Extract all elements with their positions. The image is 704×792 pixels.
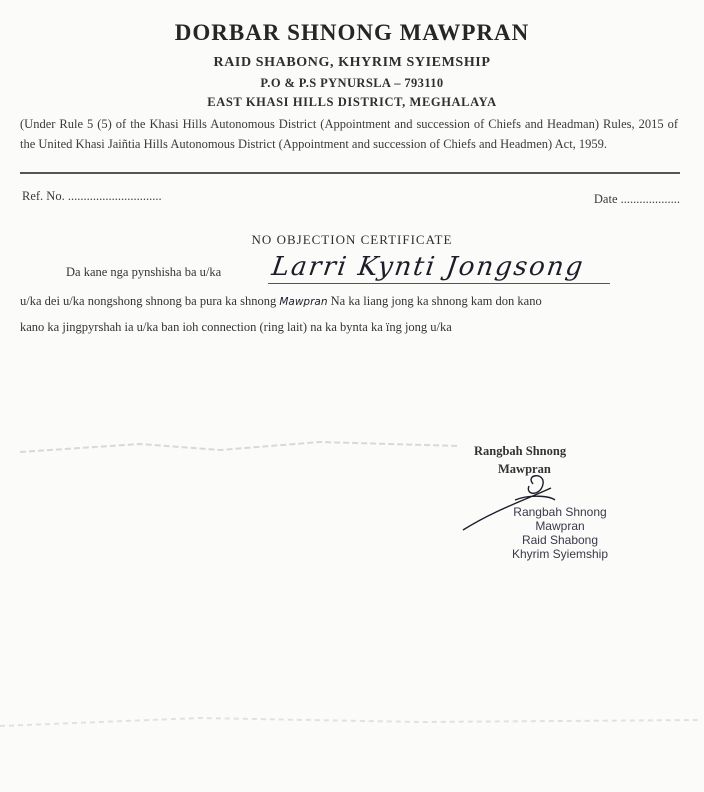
certificate-line-3: kano ka jingpyrshah ia u/ka ban ioh connection (ring lait) na ka bynta ka ïng jong u/ka [20, 320, 452, 334]
ref-no-dots: .............................. [67, 189, 162, 203]
faded-strike-marks-icon [20, 430, 480, 470]
header-line-postal: P.O & P.S PYNURSLA – 793110 [260, 76, 444, 90]
stamp-line-4: Khyrim Syiemship [511, 547, 609, 561]
faded-bottom-marks-icon [0, 700, 704, 760]
header-divider [20, 172, 680, 174]
header-line-district: EAST KHASI HILLS DISTRICT, MEGHALAYA [207, 95, 497, 109]
stamp-line-3: Raid Shabong [521, 533, 599, 547]
official-stamp [490, 505, 630, 561]
signatory-title: Rangbah Shnong [474, 444, 567, 458]
stamp-line-2: Mawpran [535, 519, 585, 533]
certificate-line-2-a: u/ka dei u/ka nongshong shnong ba pura ka shnong [20, 294, 277, 308]
council-title: DORBAR SHNONG MAWPRAN [174, 20, 530, 45]
certificate-line-2-b: Na ka liang jong ka shnong kam don kano [330, 294, 542, 308]
certificate-title: NO OBJECTION CERTIFICATE [251, 232, 453, 247]
rule-reference-note: (Under Rule 5 (5) of the Khasi Hills Autonomous District (Appointment and succession of Chiefs and Headman) Rules, 2015 of the United Khasi Jaiñtia Hills Autonomous District (Appointment and succession of Chiefs and Headmen) Act, 1959. [20, 117, 678, 151]
date-label: Date [593, 192, 618, 206]
date-field [594, 192, 680, 207]
date-dots: ................... [620, 192, 680, 206]
handwritten-place: Mawpran [279, 296, 328, 308]
ref-no-label: Ref. No. [22, 189, 65, 203]
header-line-raid: RAID SHABONG, KHYRIM SYIEMSHIP [213, 55, 491, 70]
stamp-line-1: Rangbah Shnong [513, 505, 607, 519]
handwritten-name: Larri Kynti Jongsong [269, 252, 587, 282]
certificate-line-2 [20, 294, 684, 309]
ref-no [22, 189, 162, 204]
signatory-place: Mawpran [498, 462, 551, 476]
certificate-intro: Da kane nga pynshisha ba u/ka [66, 265, 222, 279]
name-blank-line [268, 283, 610, 284]
